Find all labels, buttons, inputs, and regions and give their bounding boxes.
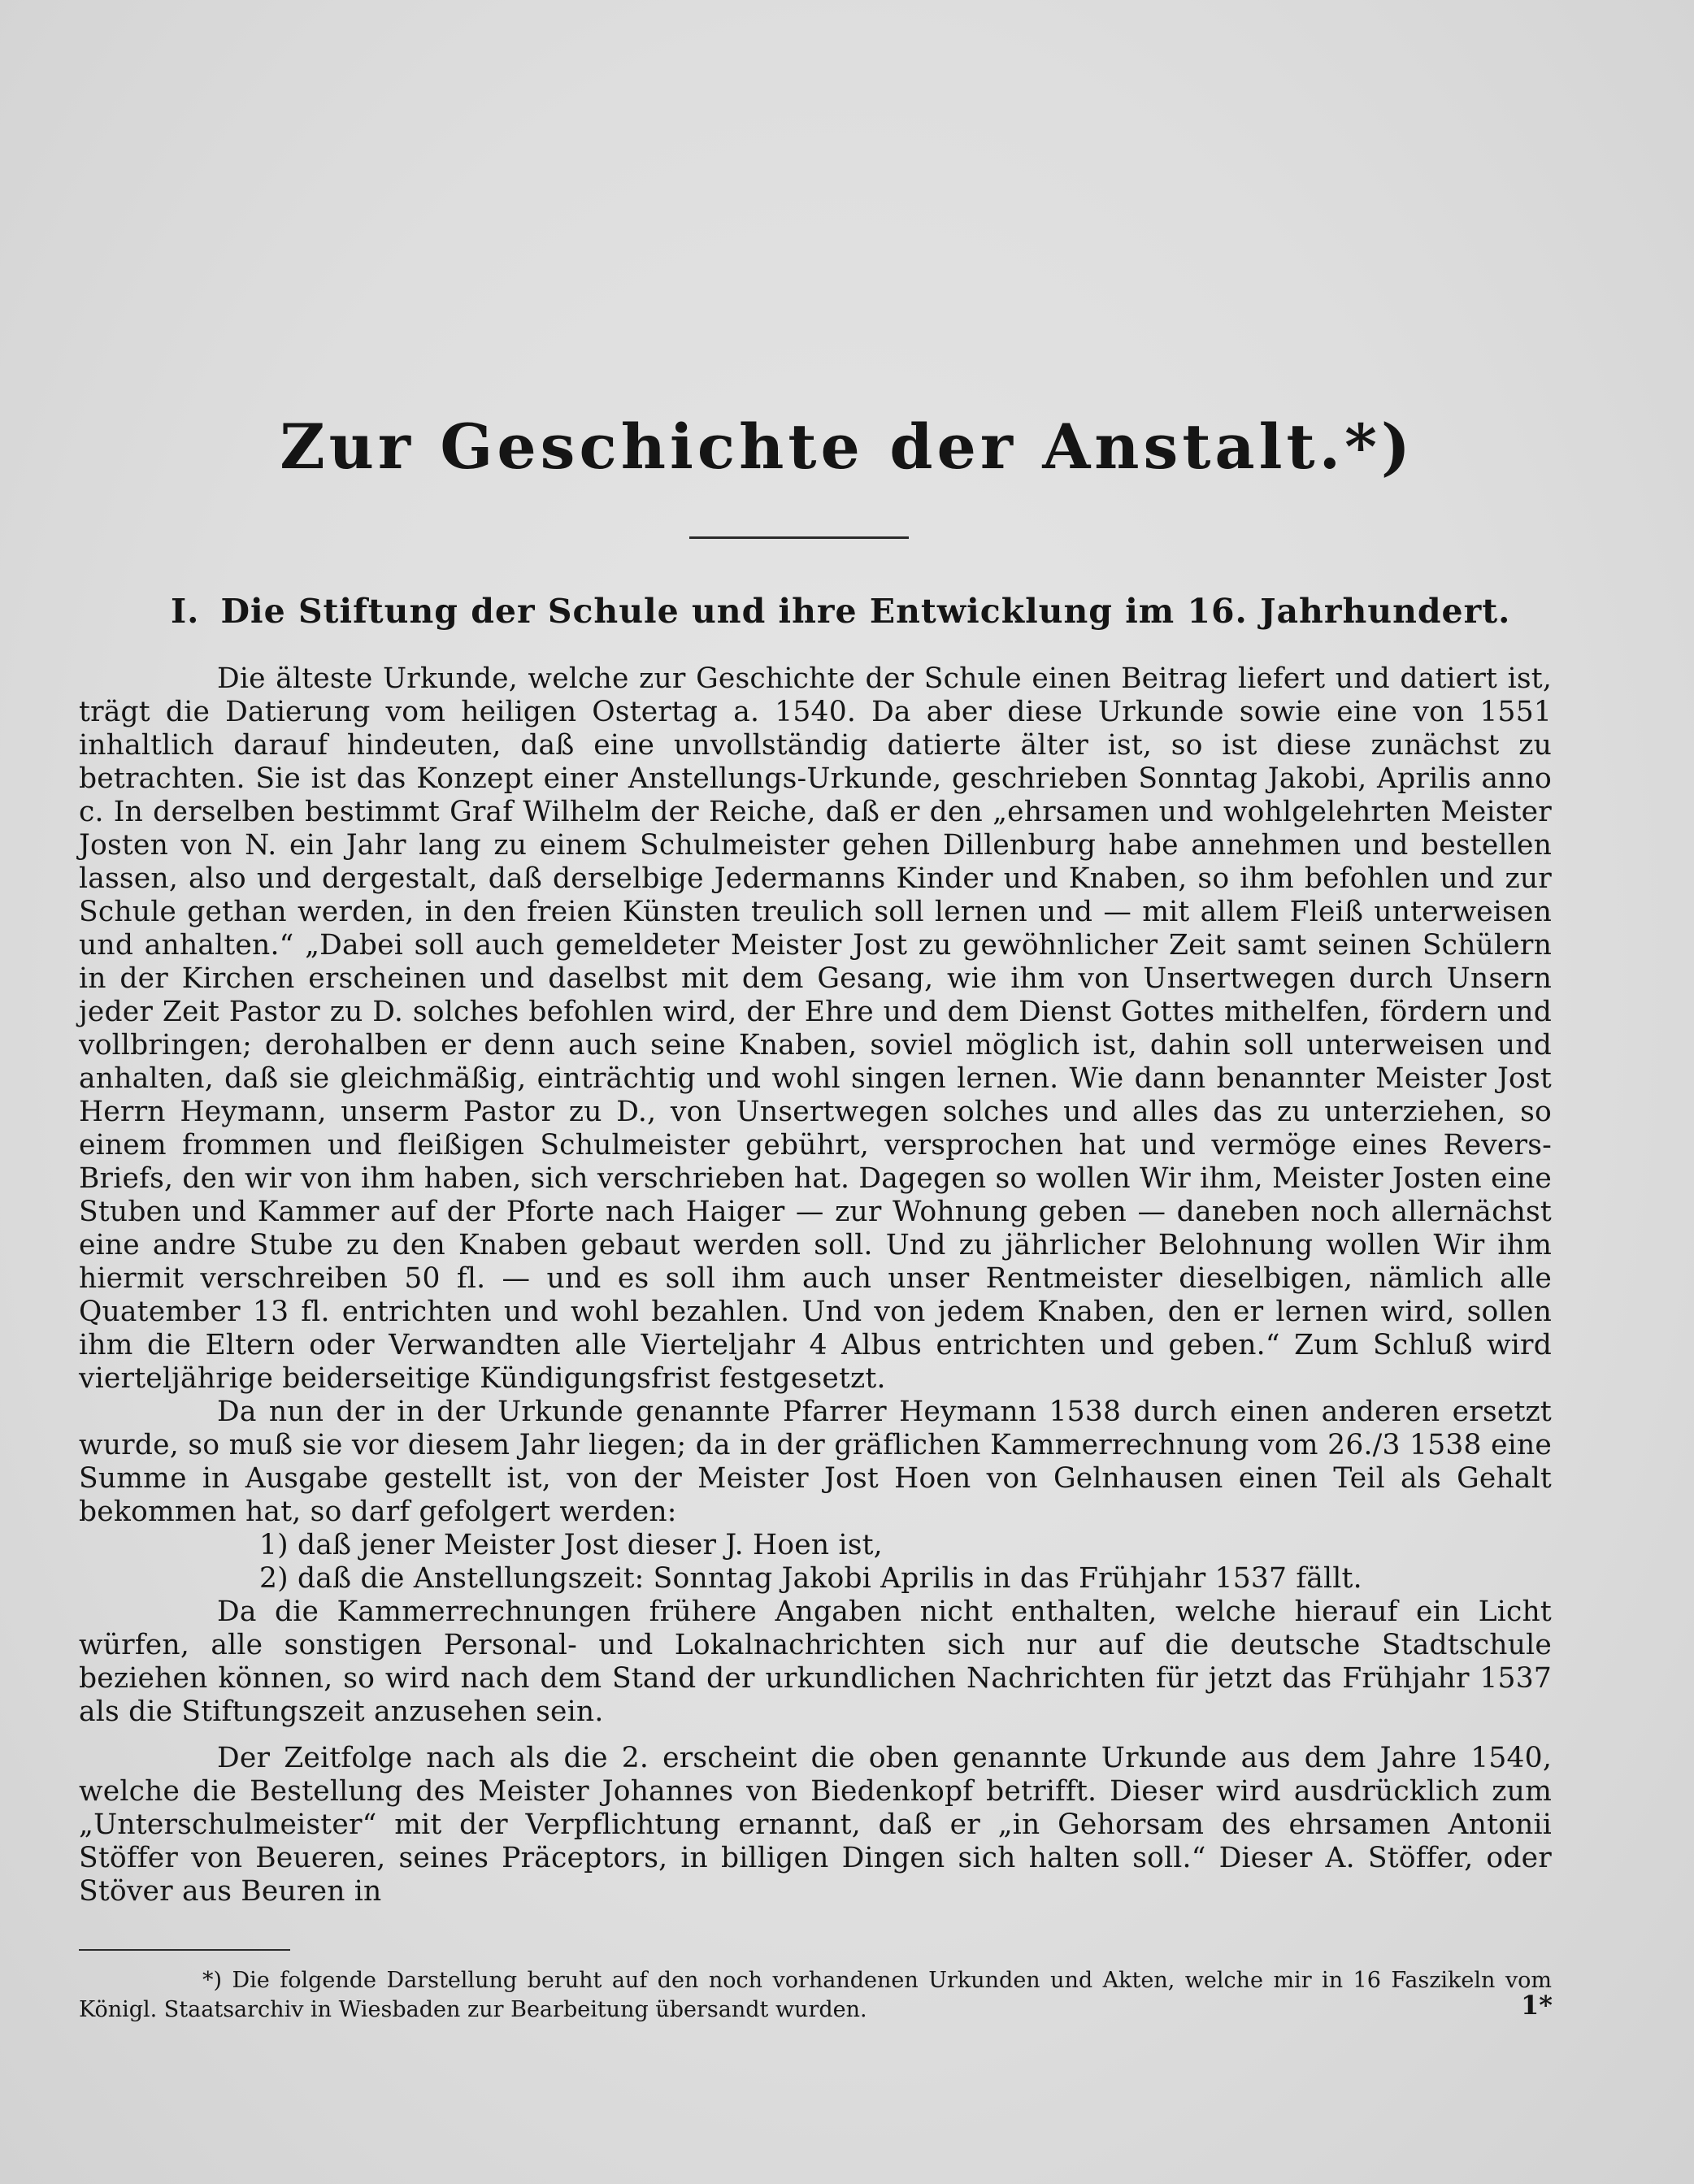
paragraph-4: Der Zeitfolge nach als die 2. erscheint die oben genannte Urkunde aus dem Jahre 1540, welche die Bestellung des Meister Johannes von Biedenkopf betrifft. Dieser wird ausdrücklich zum „Unterschulmeister“ mit der Verpflichtung ernannt, daß er „in Gehorsam des ehrsamen Antonii Stöffer von Beueren, seines Präceptors, in billigen Dingen sich halten soll.“ Dieser A. Stöffer, oder Stöver aus Beuren in <box>79 1742 1552 1908</box>
section-title: Die Stiftung der Schule und ihre Entwicklung im 16. Jahrhundert. <box>220 592 1511 631</box>
title-divider <box>689 536 909 539</box>
section-number: I. <box>171 592 200 631</box>
paragraph-1: Die älteste Urkunde, welche zur Geschichte der Schule einen Beitrag liefert und datiert ist, trägt die Datierung vom heiligen Ostertag a. 1540. Da aber diese Urkunde sowie eine von 1551 inhaltlich darauf hindeuten, daß eine unvollständig datierte älter ist, so ist diese zunächst zu betrachten. Sie ist das Konzept einer Anstellungs-Urkunde, geschrieben Sonntag Jakobi, Aprilis anno c. In derselben bestimmt Graf Wilhelm der Reiche, daß er den „ehrsamen und wohlgelehrten Meister Josten von N. ein Jahr lang zu einem Schulmeister gehen Dillenburg habe annehmen und bestellen lassen, also und dergestalt, daß derselbige Jedermanns Kinder und Knaben, so ihm befohlen und zur Schule gethan werden, in den freien Künsten treulich soll lernen und — mit allem Fleiß unterweisen und anhalten.“ „Dabei soll auch gemeldeter Meister Jost zu gewöhnlicher Zeit samt seinen Schülern in der Kirchen erscheinen und daselbst mit dem Gesang, wie ihm von Unsertwegen durch Unsern jeder Zeit Pastor zu D. solches befohlen wird, der Ehre und dem Dienst Gottes mithelfen, fördern und vollbringen; derohalben er denn auch seine Knaben, soviel möglich ist, dahin soll unterweisen und anhalten, daß sie gleichmäßig, einträchtig und wohl singen lernen. Wie dann benannter Meister Jost Herrn Heymann, unserm Pastor zu D., von Unsertwegen solches und alles das zu unterziehen, so einem frommen und fleißigen Schulmeister gebührt, versprochen hat und vermöge eines Revers-Briefs, den wir von ihm haben, sich verschrieben hat. Dagegen so wollen Wir ihm, Meister Josten eine Stuben und Kammer auf der Pforte nach Haiger — zur Wohnung geben — daneben noch allernächst eine andre Stube zu den Knaben gebaut werden soll. Und zu jährlicher Belohnung wollen Wir ihm hiermit verschreiben 50 fl. — und es soll ihm auch unser Rentmeister dieselbigen, nämlich alle Quatember 13 fl. entrichten und wohl bezahlen. Und von jedem Knaben, den er lernen wird, sollen ihm die Eltern oder Verwandten alle Vierteljahr 4 Albus entrichten und geben.“ Zum Schluß wird vierteljährige beiderseitige Kündigungsfrist festgesetzt. <box>79 662 1552 1395</box>
paragraph-3: Da die Kammerrechnungen frühere Angaben nicht enthalten, welche hierauf ein Licht würfen, alle sonstigen Personal- und Lokalnachrichten sich nur auf die deutsche Stadtschule beziehen können, so wird nach dem Stand der urkundlichen Nachrichten für jetzt das Frühjahr 1537 als die Stiftungszeit anzusehen sein. <box>79 1596 1552 1728</box>
footnote: *) Die folgende Darstellung beruht auf den noch vorhandenen Urkunden und Akten, welche mir in 16 Faszikeln vom Königl. Staatsarchiv in Wiesbaden zur Bearbeitung übersandt wurden. <box>79 1968 1552 2022</box>
paragraph-2: Da nun der in der Urkunde genannte Pfarrer Heymann 1538 durch einen anderen ersetzt wurde, so muß sie vor diesem Jahr liegen; da in der gräflichen Kammerrechnung vom 26./3 1538 eine Summe in Ausgabe gestellt ist, von der Meister Jost Hoen von Gelnhausen einen Teil als Gehalt bekommen hat, so darf gefolgert werden: <box>79 1396 1552 1528</box>
page-title: Zur Geschichte der Anstalt.*) <box>280 410 1414 483</box>
body-text <box>79 662 1552 1908</box>
section-heading <box>171 592 1553 631</box>
page-number: 1* <box>1521 1990 1553 2021</box>
footnote-divider <box>79 1949 290 1951</box>
list-item-2: 2) daß die Anstellungszeit: Sonntag Jakobi Aprilis in das Frühjahr 1537 fällt. <box>259 1562 1362 1595</box>
list-item-1: 1) daß jener Meister Jost dieser J. Hoen ist, <box>259 1529 883 1561</box>
